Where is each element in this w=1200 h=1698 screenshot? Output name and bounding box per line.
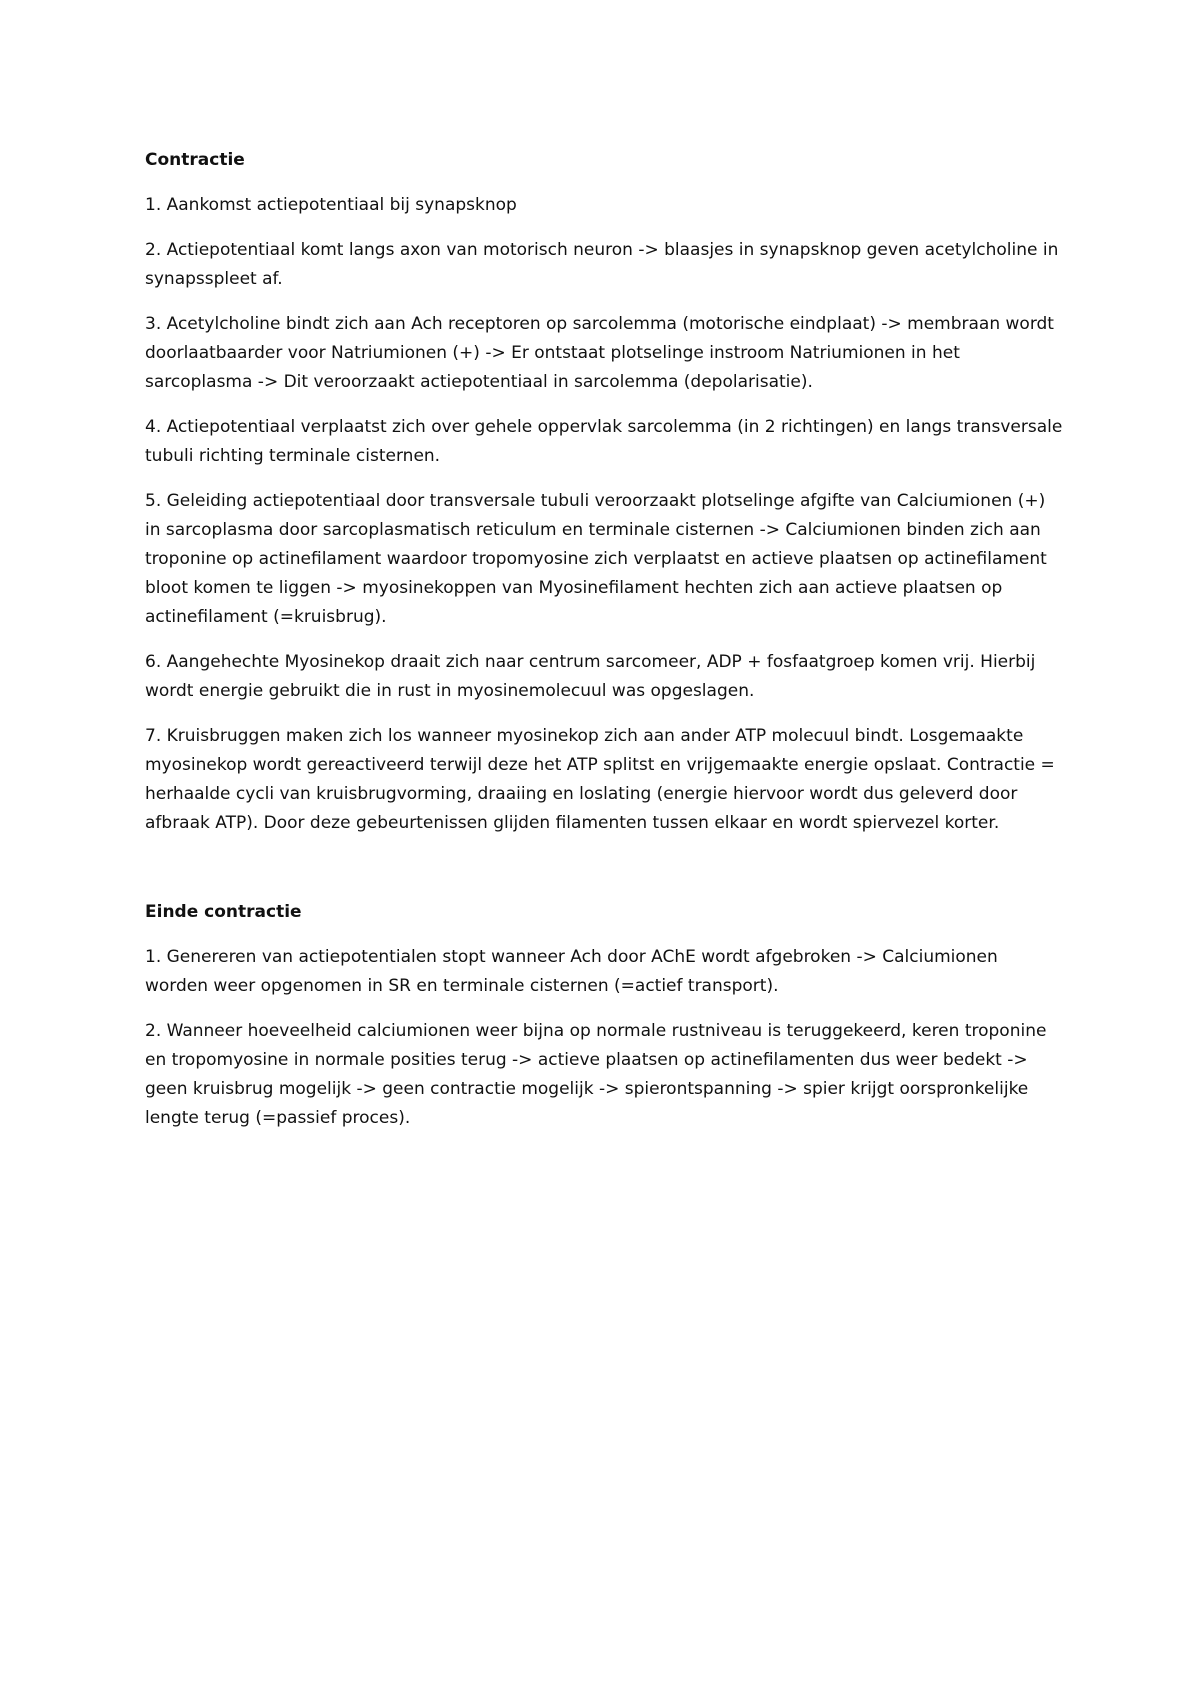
section-heading: Einde contractie bbox=[145, 902, 302, 922]
list-item: 5. Geleiding actiepotentiaal door transversale tubuli veroorzaakt plotselinge afgifte van Calciumionen (+) in sarcoplasma door sarcoplasmatisch reticulum en terminale cisternen -> Calciumionen binden zich aan troponine op actinefilament waardoor tropomyosine zich verplaatst en actieve plaatsen op actinefilament bloot komen te liggen -> myosinekoppen van Myosinefilament hechten zich aan actieve plaatsen op actinefilament (=kruisbrug). bbox=[145, 491, 1047, 627]
section-spacer bbox=[145, 854, 1065, 898]
list-item: 4. Actiepotentiaal verplaatst zich over gehele oppervlak sarcolemma (in 2 richtingen) en langs transversale tubuli richting terminale cisternen. bbox=[145, 417, 1063, 466]
list-item: 2. Actiepotentiaal komt langs axon van motorisch neuron -> blaasjes in synapsknop geven acetylcholine in synapsspleet af. bbox=[145, 240, 1059, 289]
document-body bbox=[145, 146, 1065, 1149]
section-einde-contractie bbox=[145, 898, 1065, 1133]
section-heading: Contractie bbox=[145, 150, 245, 170]
list-item: 1. Aankomst actiepotentiaal bij synapsknop bbox=[145, 195, 517, 215]
list-item: 2. Wanneer hoeveelheid calciumionen weer bijna op normale rustniveau is teruggekeerd, keren troponine en tropomyosine in normale posities terug -> actieve plaatsen op actinefilamenten dus weer bedekt -> geen kruisbrug mogelijk -> geen contractie mogelijk -> spierontspanning -> spier krijgt oorspronkelijke lengte terug (=passief proces). bbox=[145, 1021, 1047, 1128]
section-contractie bbox=[145, 146, 1065, 838]
list-item: 7. Kruisbruggen maken zich los wanneer myosinekop zich aan ander ATP molecuul bindt. Losgemaakte myosinekop wordt gereactiveerd terwijl deze het ATP splitst en vrijgemaakte energie opslaat. Contractie = herhaalde cycli van kruisbrugvorming, draaiing en loslating (energie hiervoor wordt dus geleverd door afbraak ATP). Door deze gebeurtenissen glijden filamenten tussen elkaar en wordt spiervezel korter. bbox=[145, 726, 1055, 833]
list-item: 6. Aangehechte Myosinekop draait zich naar centrum sarcomeer, ADP + fosfaatgroep komen vrij. Hierbij wordt energie gebruikt die in rust in myosinemolecuul was opgeslagen. bbox=[145, 652, 1036, 701]
list-item: 1. Genereren van actiepotentialen stopt wanneer Ach door AChE wordt afgebroken -> Calciumionen worden weer opgenomen in SR en terminale cisternen (=actief transport). bbox=[145, 947, 998, 996]
list-item: 3. Acetylcholine bindt zich aan Ach receptoren op sarcolemma (motorische eindplaat) -> membraan wordt doorlaatbaarder voor Natriumionen (+) -> Er ontstaat plotselinge instroom Natriumionen in het sarcoplasma -> Dit veroorzaakt actiepotentiaal in sarcolemma (depolarisatie). bbox=[145, 314, 1054, 392]
